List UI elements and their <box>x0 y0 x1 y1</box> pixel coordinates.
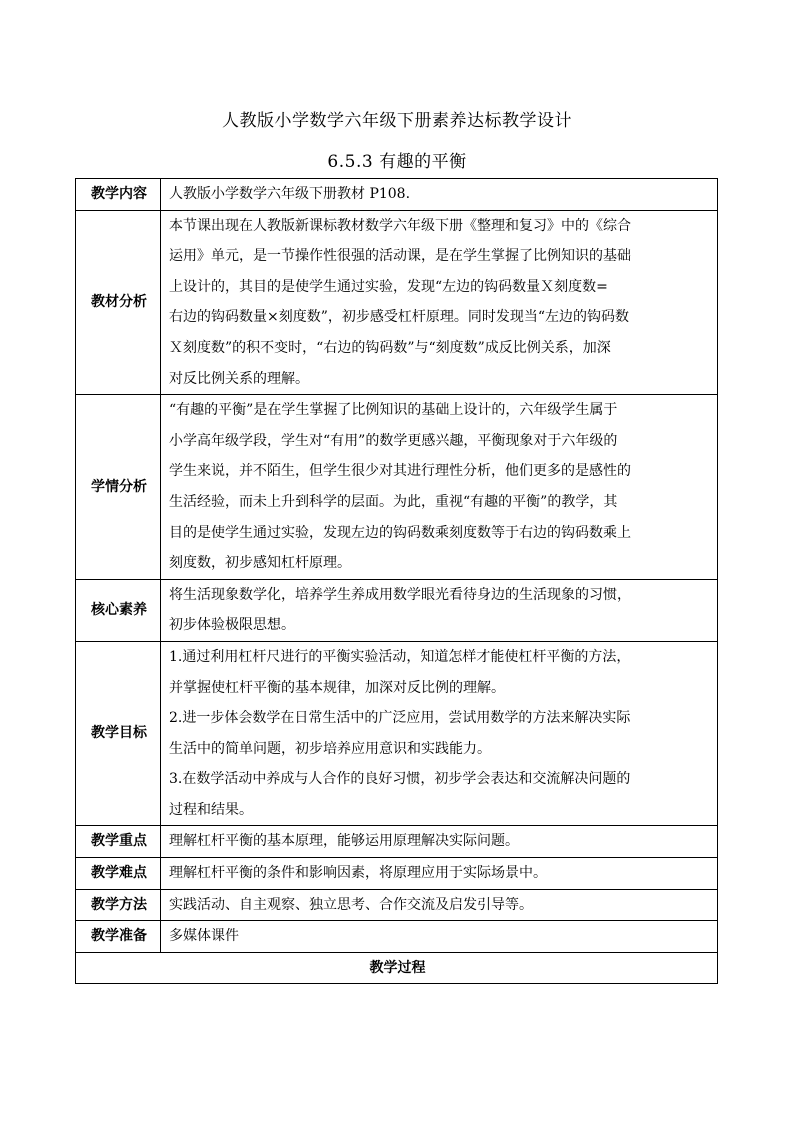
row-label: 教材分析 <box>76 210 161 395</box>
row-content <box>161 858 718 890</box>
content-line: 本节课出现在人教版新课标教材数学六年级下册《整理和复习》中的《综合 <box>169 217 631 234</box>
content-line: 生活中的简单问题，初步培养应用意识和实践能力。 <box>169 740 491 757</box>
content-line: 3.在数学活动中养成与人合作的良好习惯，初步学会表达和交流解决问题的 <box>169 771 631 788</box>
content-line: 对反比例关系的理解。 <box>169 370 309 387</box>
row-teaching-objectives <box>76 641 718 826</box>
content-line: 小学高年级学段，学生对“有用”的数学更感兴趣，平衡现象对于六年级的 <box>169 432 618 449</box>
row-label: 学情分析 <box>76 395 161 580</box>
row-teaching-methods <box>76 889 718 921</box>
content-line: 人教版小学数学六年级下册教材 P108. <box>169 186 411 202</box>
row-teaching-preparation <box>76 921 718 953</box>
content-line: 将生活现象数学化，培养学生养成用数学眼光看待身边的生活现象的习惯， <box>169 586 631 603</box>
row-content <box>161 921 718 953</box>
content-line: 上设计的，其目的是使学生通过实验，发现“左边的钩码数量Ｘ刻度数= <box>169 278 608 295</box>
content-line: 实践活动、自主观察、独立思考、合作交流及启发引导等。 <box>169 896 533 913</box>
row-content <box>161 210 718 395</box>
row-label: 教学难点 <box>76 858 161 890</box>
row-teaching-content <box>76 179 718 211</box>
row-content <box>161 641 718 826</box>
row-label: 教学内容 <box>76 179 161 211</box>
content-line: 刻度数，初步感知杠杆原理。 <box>169 555 351 572</box>
document-title: 人教版小学数学六年级下册素养达标教学设计 <box>222 111 572 131</box>
row-content <box>161 579 718 641</box>
row-label: 核心素养 <box>76 579 161 641</box>
row-learner-analysis <box>76 395 718 580</box>
content-line: 2.进一步体会数学在日常生活中的广泛应用，尝试用数学的方法来解决实际 <box>169 710 631 727</box>
content-line: 过程和结果。 <box>169 801 253 818</box>
content-line: 右边的钩码数量×刻度数”，初步感受杠杆原理。同时发现当“左边的钩码数 <box>169 309 630 326</box>
row-label: 教学准备 <box>76 921 161 953</box>
content-line: 多媒体课件 <box>169 928 239 945</box>
content-line: 运用》单元，是一节操作性很强的活动课，是在学生掌握了比例知识的基础 <box>169 248 631 265</box>
content-line: “有趣的平衡”是在学生掌握了比例知识的基础上设计的，六年级学生属于 <box>169 402 618 419</box>
content-line: 初步体验极限思想。 <box>169 617 295 634</box>
row-content <box>161 826 718 858</box>
content-line: Ｘ刻度数”的积不变时，“右边的钩码数”与“刻度数”成反比例关系，加深 <box>169 339 611 356</box>
row-content <box>161 395 718 580</box>
content-line: 并掌握使杠杆平衡的基本规律，加深对反比例的理解。 <box>169 679 505 696</box>
row-difficult-points <box>76 858 718 890</box>
row-content <box>161 179 718 211</box>
content-line: 生活经验，而未上升到科学的层面。为此，重视“有趣的平衡”的教学，其 <box>169 493 618 510</box>
row-key-points <box>76 826 718 858</box>
process-header: 教学过程 <box>76 952 718 984</box>
content-line: 学生来说，并不陌生，但学生很少对其进行理性分析，他们更多的是感性的 <box>169 463 631 480</box>
content-line: 1.通过利用杠杆尺进行的平衡实验活动，知道怎样才能使杠杆平衡的方法， <box>169 648 631 665</box>
content-line: 目的是使学生通过实验，发现左边的钩码数乘刻度数等于右边的钩码数乘上 <box>169 524 631 541</box>
row-material-analysis <box>76 210 718 395</box>
row-content <box>161 889 718 921</box>
row-teaching-process <box>76 952 718 984</box>
row-label: 教学方法 <box>76 889 161 921</box>
lesson-subtitle: 6.5.3 有趣的平衡 <box>327 152 467 172</box>
row-label: 教学重点 <box>76 826 161 858</box>
row-label: 教学目标 <box>76 641 161 826</box>
content-line: 理解杠杆平衡的基本原理，能够运用原理解决实际问题。 <box>169 833 519 850</box>
lesson-plan-table <box>75 178 718 984</box>
content-line: 理解杠杆平衡的条件和影响因素，将原理应用于实际场景中。 <box>169 865 547 882</box>
row-core-literacy <box>76 579 718 641</box>
